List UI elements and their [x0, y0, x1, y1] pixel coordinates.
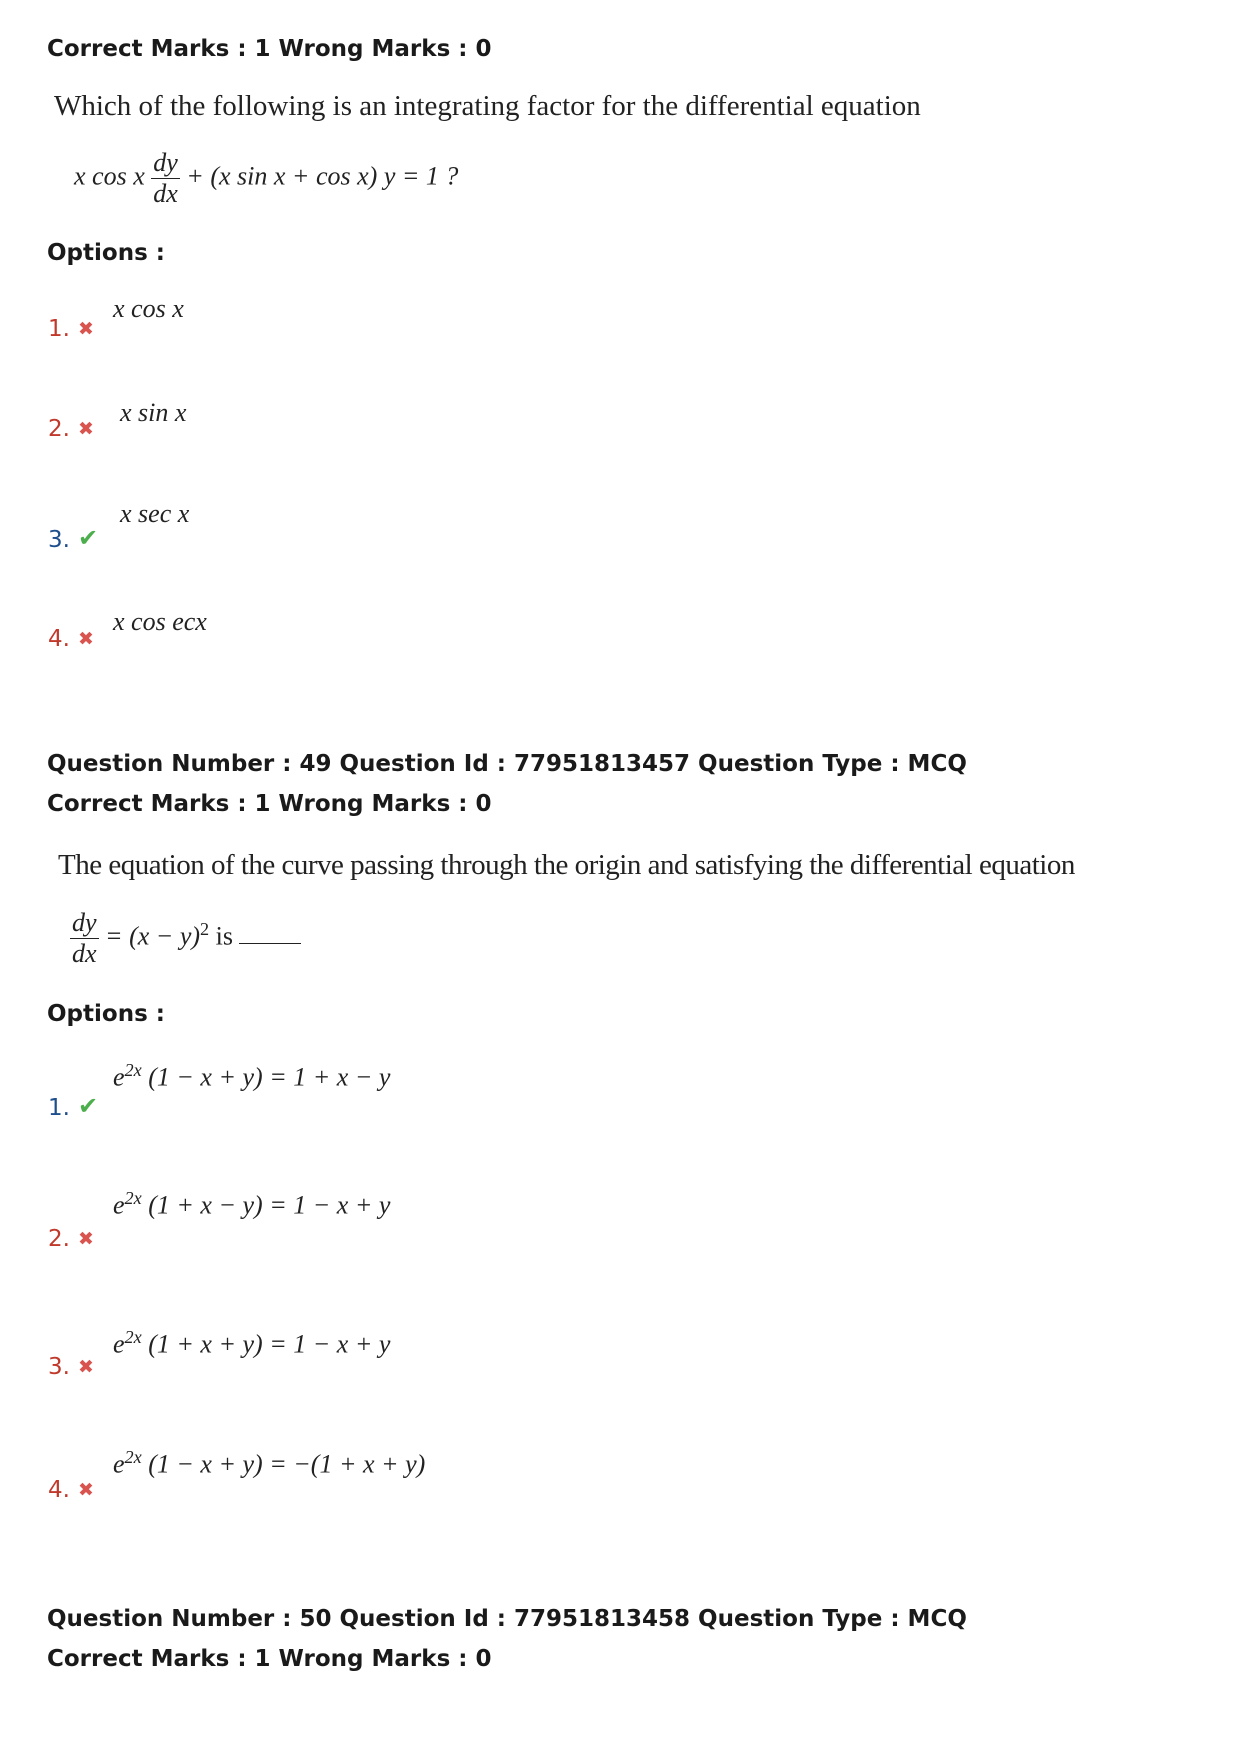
q49-option-2[interactable]: 2. ✖ [48, 1226, 94, 1252]
cross-icon: ✖ [77, 1356, 94, 1378]
q50-header: Question Number : 50 Question Id : 77951813458 Question Type : MCQ [47, 1606, 967, 1632]
cross-icon: ✖ [77, 318, 94, 340]
q49-option-4[interactable]: 4. ✖ [48, 1477, 94, 1503]
q49-option-1[interactable]: 1. ✔ [48, 1092, 99, 1121]
q48-equation: x cos x $\frac{dy}{dx}$ + (x sin x + cos x) y = 1 ? [74, 148, 459, 208]
q49-equation: $\frac{dy}{dx}$ = $(x - y)^2$ is [70, 910, 301, 967]
cross-icon: ✖ [77, 1479, 94, 1501]
q49-header: Question Number : 49 Question Id : 77951813457 Question Type : MCQ [47, 751, 967, 777]
q48-option-2[interactable]: 2. ✖ [48, 416, 94, 442]
q48-options-label: Options : [47, 240, 165, 266]
cross-icon: ✖ [77, 628, 94, 650]
q48-option-4[interactable]: 4. ✖ [48, 626, 94, 652]
q48-option-3[interactable]: 3. ✔ [48, 524, 99, 553]
q49-option-3[interactable]: 3. ✖ [48, 1354, 94, 1380]
q48-option-1[interactable]: 1. ✖ [48, 316, 94, 342]
cross-icon: ✖ [77, 418, 94, 440]
q48-option-4-text: x cos ecx [113, 607, 207, 636]
q48-option-1-text: x cos x [113, 294, 184, 323]
q49-options-label: Options : [47, 1001, 165, 1027]
cross-icon: ✖ [77, 1228, 94, 1250]
check-icon: ✔ [77, 524, 99, 552]
q49-fraction: $\frac{dy}{dx}$ [72, 908, 97, 968]
q48-question-text: Which of the following is an integrating factor for the differential equation [54, 90, 921, 122]
check-icon: ✔ [77, 1092, 99, 1120]
answer-blank [239, 943, 301, 944]
q49-option-3-text: $e^{2x}$ (1 + x + y) = 1 − x + y [113, 1327, 391, 1359]
q48-fraction: $\frac{dy}{dx}$ [153, 148, 178, 208]
q48-option-2-text: x sin x [120, 398, 187, 427]
q49-marks: Correct Marks : 1 Wrong Marks : 0 [47, 791, 492, 817]
q49-option-2-text: $e^{2x}$ (1 + x − y) = 1 − x + y [113, 1188, 391, 1220]
q48-option-3-text: x sec x [120, 499, 190, 528]
q50-marks: Correct Marks : 1 Wrong Marks : 0 [47, 1646, 492, 1672]
q48-marks: Correct Marks : 1 Wrong Marks : 0 [47, 36, 492, 62]
q49-option-4-text: $e^{2x}$ (1 − x + y) = −(1 + x + y) [113, 1447, 426, 1479]
q49-question-text: The equation of the curve passing through the origin and satisfying the differential equation [58, 849, 1075, 881]
q49-option-1-text: $e^{2x}$ (1 − x + y) = 1 + x − y [113, 1060, 391, 1092]
